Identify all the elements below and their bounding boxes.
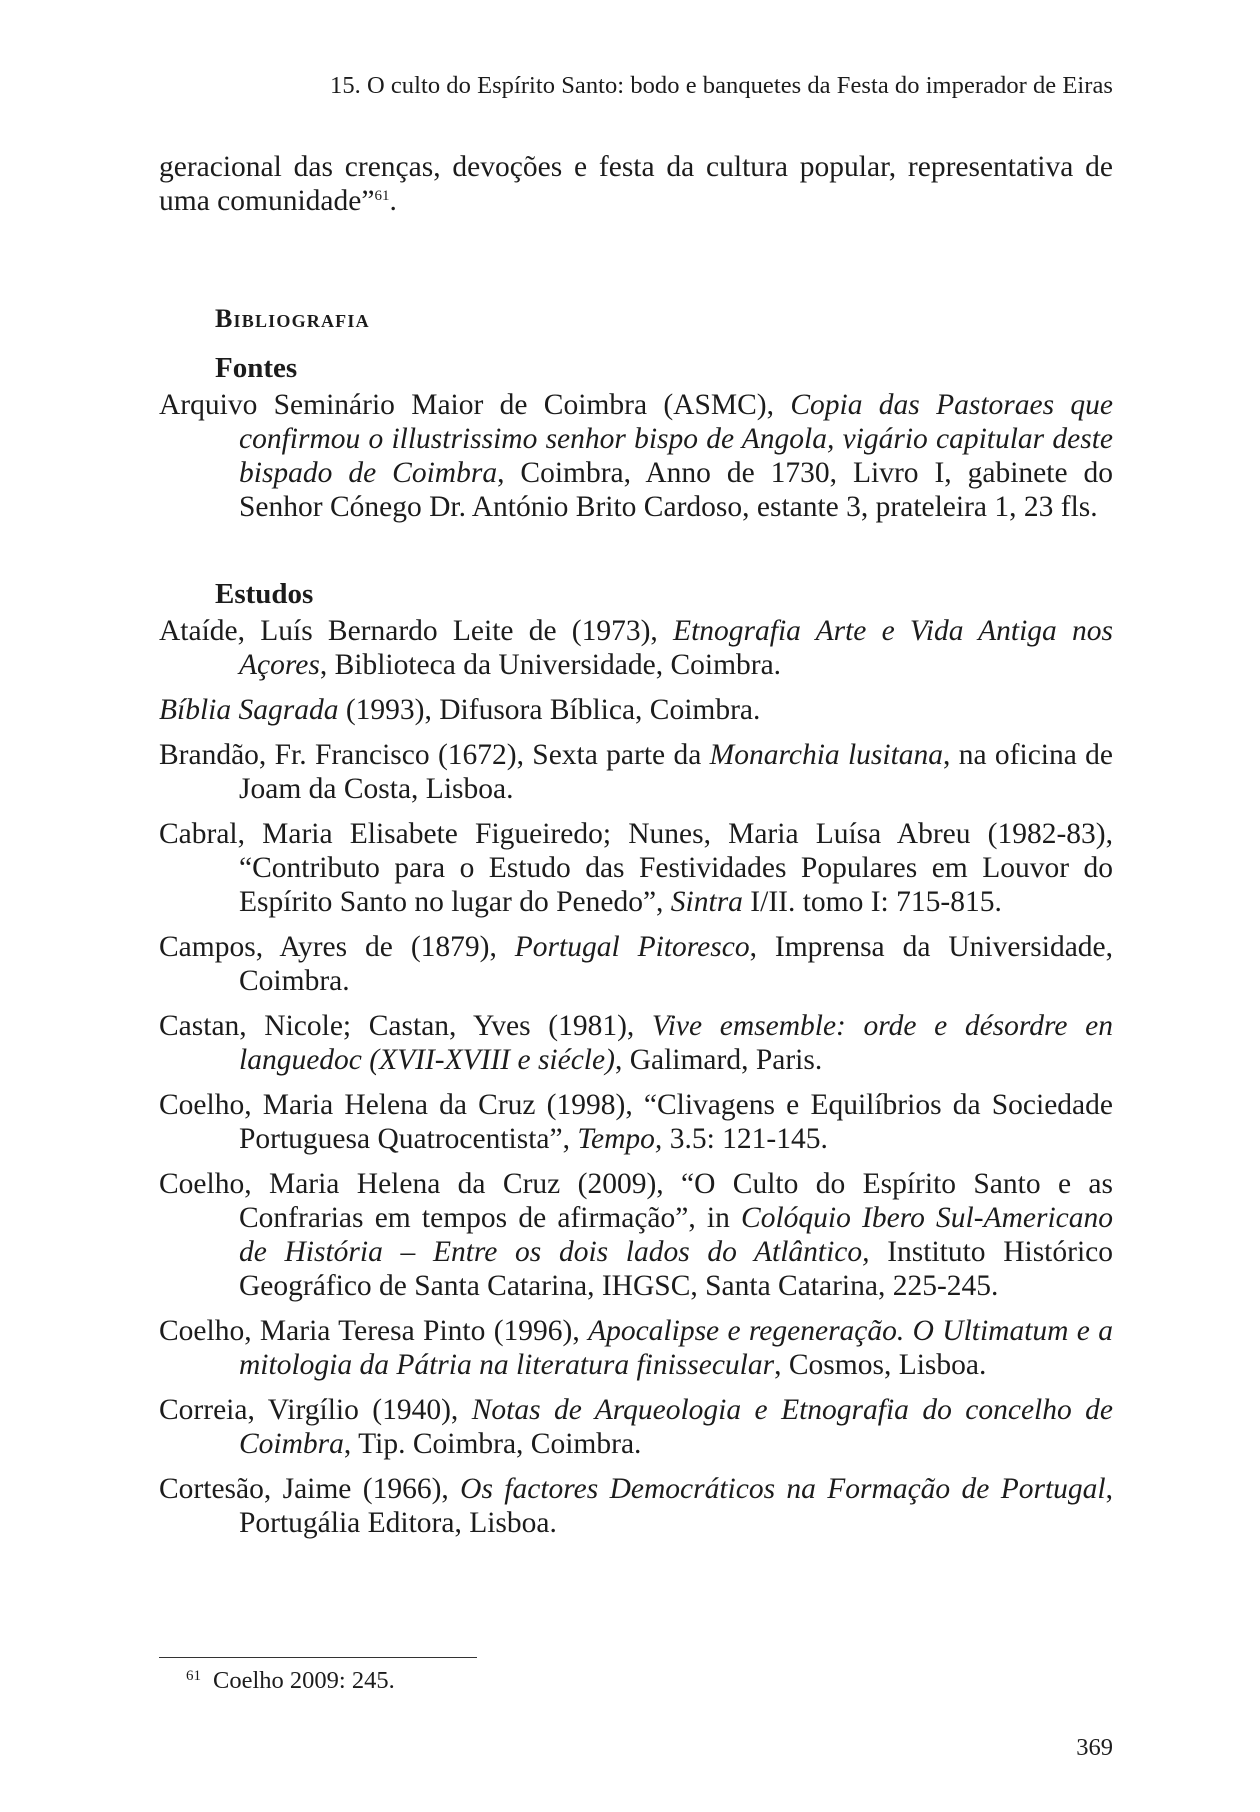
running-head: 15. O culto do Espírito Santo: bodo e banquetes da Festa do imperador de Eiras <box>330 72 1113 99</box>
bibliography-entry <box>159 738 1113 806</box>
intro-text: geracional das crenças, devoções e festa da cultura popular, representativa de uma comunidade” <box>159 151 1113 217</box>
bibliography-entry <box>159 817 1113 919</box>
fontes-heading: Fontes <box>215 352 298 384</box>
entry-author: Castan, Nicole; Castan, Yves (1981), <box>159 1010 652 1042</box>
bibliography-entry <box>159 693 1113 727</box>
entry-details: , Biblioteca da Universidade, Coimbra. <box>319 649 782 681</box>
estudos-list <box>159 614 1113 1540</box>
footnote <box>186 1667 395 1695</box>
entry-title: Colóquio Ibero Sul-Americano de História – Entre os dois lados do Atlântico, <box>239 1202 1113 1268</box>
entry-author: Coelho, Maria Helena da Cruz (2009), “O Culto do Espírito Santo e as Confrarias em tempos de afirmação”, in <box>159 1168 1113 1234</box>
entry-details: , Coimbra, Anno de 1730, Livro I, gabinete do Senhor Cónego Dr. António Brito Cardoso, estante 3, prateleira 1, 23 fls. <box>239 457 1113 523</box>
entry-title: Apocalipse e regeneração. O Ultimatum e a mitologia da Pátria na literatura finissecular <box>239 1315 1113 1381</box>
entry-details: , Portugália Editora, Lisboa. <box>239 1473 1113 1539</box>
bibliography-entry <box>159 1009 1113 1077</box>
fontes-list <box>159 388 1113 524</box>
entry-details: , Galimard, Paris. <box>614 1044 823 1076</box>
main-content <box>159 150 1113 1551</box>
entry-details: I/II. tomo I: 715-815. <box>742 886 1002 918</box>
entry-details: , Imprensa da Universidade, Coimbra. <box>239 931 1114 997</box>
entry-author: Correia, Virgílio (1940), <box>159 1394 472 1426</box>
entry-author: Coelho, Maria Teresa Pinto (1996), <box>159 1315 589 1347</box>
entry-author: Ataíde, Luís Bernardo Leite de (1973), <box>159 615 674 647</box>
entry-details: 3.5: 121-145. <box>662 1123 828 1155</box>
footnote-number: 61 <box>186 1668 201 1684</box>
entry-details: , na oficina de Joam da Costa, Lisboa. <box>239 739 1113 805</box>
entry-author: Campos, Ayres de (1879), <box>159 931 515 963</box>
entry-title: Monarchia lusitana <box>709 739 944 771</box>
bibliography-entry <box>159 1167 1113 1303</box>
intro-paragraph <box>159 150 1113 218</box>
bibliography-entry <box>159 1393 1113 1461</box>
page-number: 369 <box>1076 1734 1113 1761</box>
footnote-divider <box>159 1657 477 1658</box>
estudos-heading: Estudos <box>215 578 314 610</box>
entry-author: Cabral, Maria Elisabete Figueiredo; Nunes, Maria Luísa Abreu (1982-83), “Contributo para o Estudo das Festividades Populares em Louvor do Espírito Santo no lugar do Penedo”, <box>159 818 1113 918</box>
bibliography-entry <box>159 1472 1113 1540</box>
entry-details: , Cosmos, Lisboa. <box>774 1349 987 1381</box>
entry-title: Vive emsemble: orde e désordre en languedoc (XVII-XVIII e siécle) <box>239 1010 1113 1076</box>
entry-title: Os factores Democráticos na Formação de Portugal <box>460 1473 1106 1505</box>
entry-title: Portugal Pitoresco <box>514 931 750 963</box>
entry-details: (1993), Difusora Bíblica, Coimbra. <box>338 694 761 726</box>
entry-title: Bíblia Sagrada <box>159 694 339 726</box>
bibliography-heading: Bibliografia <box>215 304 370 333</box>
footnote-reference[interactable]: 61 <box>374 188 390 204</box>
bibliography-entry <box>159 1088 1113 1156</box>
bibliography-entry <box>159 930 1113 998</box>
entry-title: Notas de Arqueologia e Etnografia do concelho de Coimbra <box>239 1394 1113 1460</box>
footnote-text: Coelho 2009: 245. <box>213 1667 395 1694</box>
entry-author: Brandão, Fr. Francisco (1672), Sexta parte da <box>159 739 710 771</box>
intro-end: . <box>389 185 397 217</box>
entry-author: Coelho, Maria Helena da Cruz (1998), “Clivagens e Equilíbrios da Sociedade Portuguesa Quatrocentista”, <box>159 1089 1113 1155</box>
entry-title: Sintra <box>670 886 743 918</box>
entry-title: Etnografia Arte e Vida Antiga nos Açores <box>239 615 1113 681</box>
bibliography-entry <box>159 388 1113 524</box>
entry-details: Instituto Histórico Geográfico de Santa Catarina, IHGSC, Santa Catarina, 225-245. <box>239 1236 1113 1302</box>
entry-title: Tempo, <box>577 1123 663 1155</box>
entry-details: , Tip. Coimbra, Coimbra. <box>343 1428 642 1460</box>
bibliography-entry <box>159 1314 1113 1382</box>
bibliography-entry <box>159 614 1113 682</box>
entry-author: Arquivo Seminário Maior de Coimbra (ASMC), <box>159 389 791 421</box>
entry-title: Copia das Pastoraes que confirmou o illustrissimo senhor bispo de Angola, vigário capitular deste bispado de Coimbra <box>239 389 1113 489</box>
entry-author: Cortesão, Jaime (1966), <box>159 1473 461 1505</box>
